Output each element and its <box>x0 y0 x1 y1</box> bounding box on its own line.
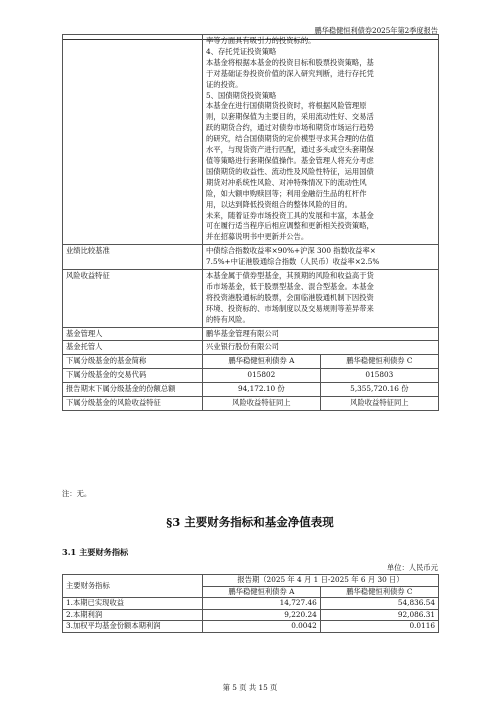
row-label: 下属分级基金的风险收益特征 <box>63 397 203 411</box>
row-value <box>203 327 439 341</box>
header-indicator: 主要财务指标 <box>63 575 203 598</box>
row-label: 业绩比较基准 <box>63 245 203 270</box>
table-row <box>63 598 439 610</box>
row-value <box>203 341 439 355</box>
text-line: 的特有风险。 <box>206 314 250 324</box>
table-row <box>63 341 439 355</box>
row-value <box>203 35 439 245</box>
text-line: 环境、投资标的、市场制度以及交易规则等差异带来 <box>206 303 374 313</box>
share-a-value: 14,727.46 <box>203 598 321 610</box>
text-line: 值等策略进行套期保值操作。基金管理人将充分考虑 <box>206 155 374 165</box>
table-row <box>63 245 439 270</box>
share-a-value: 9,220.24 <box>203 609 321 621</box>
share-c-value: 风险收益特征同上 <box>320 397 438 411</box>
text-line: 5、国债期货投资策略 <box>206 90 277 100</box>
row-label: 风险收益特征 <box>63 270 203 328</box>
text-line: 跃的期货合约，通过对债券市场和期货市场运行趋势 <box>206 123 374 133</box>
page-footer: 第 5 页 共 15 页 <box>222 683 278 692</box>
indicator-name: 2.本期利润 <box>63 609 203 621</box>
text-line: 本基金属于债券型基金，其预期的风险和收益高于货 <box>206 271 374 281</box>
share-a-value: 94,172.10 份 <box>203 383 321 397</box>
table-row <box>63 270 439 328</box>
header-share-a: 鹏华稳健恒利债券 A <box>203 586 321 598</box>
indicator-name: 1.本期已实现收益 <box>63 598 203 610</box>
table-row <box>63 397 439 411</box>
text-line: 的研究，结合国债期货的定价模型寻求其合理的估值 <box>206 134 374 144</box>
share-c-value: 鹏华稳健恒利债券 C <box>320 355 438 369</box>
page-header: 鹏华稳健恒利债券2025年第2季度报告 <box>62 26 438 40</box>
text-line: 4、存托凭证投资策略 <box>206 46 277 56</box>
text-line: 7.5%+中证港股通综合指数（人民币）收益率×2.5% <box>206 257 380 267</box>
text-line: 率等方面具有吸引力的投资标的。 <box>206 36 316 45</box>
fund-overview-table <box>62 34 439 411</box>
text-line: 将投资港股通标的股票，会面临港股通机制下因投资 <box>206 292 374 302</box>
row-label: 下属分级基金的交易代码 <box>63 369 203 383</box>
table-row <box>63 383 439 397</box>
row-label: 下属分级基金的基金简称 <box>63 355 203 369</box>
table-row <box>63 609 439 621</box>
text-line: 则，以套期保值为主要目的，采用流动性好、交易活 <box>206 112 374 122</box>
financial-indicators-table <box>62 574 439 633</box>
text-line: 本基金将根据本基金的投资目标和股票投资策略，基 <box>206 57 374 67</box>
share-c-value: 015803 <box>320 369 438 383</box>
indicator-name: 3.加权平均基金份额本期利润 <box>63 621 203 633</box>
text-line: 币市场基金，低于股票型基金、混合型基金。本基金 <box>206 281 374 291</box>
text-line: 本基金在进行国债期货投资时，将根据风险管理原 <box>206 101 367 111</box>
share-a-value: 0.0042 <box>203 621 321 633</box>
text-line: 国债期货的收益性、流动性及风险性特征，运用国债 <box>206 166 374 176</box>
table-row <box>63 355 439 369</box>
row-value <box>203 245 439 270</box>
text-line: 证的投资。 <box>206 79 243 89</box>
share-a-value: 015802 <box>203 369 321 383</box>
table-row <box>63 35 439 245</box>
text-line: 可在履行适当程序后相应调整和更新相关投资策略， <box>206 221 374 231</box>
row-label: 基金管理人 <box>63 327 203 341</box>
text-line: 兴业银行股份有限公司 <box>206 342 279 352</box>
row-label: 基金托管人 <box>63 341 203 355</box>
share-c-value: 92,086.31 <box>320 609 438 621</box>
header-period: 报告期（2025 年 4 月 1 日-2025 年 6 月 30 日） <box>203 575 439 587</box>
text-line: 险，如大额申购赎回等；利用金融衍生品的杠杆作 <box>206 188 367 198</box>
subsection-3-1-title: 3.1 主要财务指标 <box>62 547 129 557</box>
section-3-title: §3 主要财务指标和基金净值表现 <box>166 515 334 529</box>
share-c-value: 54,836.54 <box>320 598 438 610</box>
row-label: 报告期末下属分级基金的份额总额 <box>63 383 203 397</box>
row-value <box>203 270 439 328</box>
text-line: 用，以达到降低投资组合的整体风险的目的。 <box>206 199 352 209</box>
header-share-c: 鹏华稳健恒利债券 C <box>320 586 438 598</box>
text-line: 期货对冲系统性风险、对冲特殊情况下的流动性风 <box>206 177 367 187</box>
share-a-value: 风险收益特征同上 <box>203 397 321 411</box>
table-note: 注：无。 <box>62 489 92 498</box>
text-line: 并在招募说明书中更新并公告。 <box>206 232 309 242</box>
table-row <box>63 621 439 633</box>
share-c-value: 0.0116 <box>320 621 438 633</box>
table-header-row <box>63 575 439 587</box>
table-row <box>63 327 439 341</box>
text-line: 未来，随着证券市场投资工具的发展和丰富，本基金 <box>206 210 374 220</box>
text-line: 水平，与现货资产进行匹配，通过多头或空头套期保 <box>206 145 374 155</box>
row-label <box>63 35 203 245</box>
currency-unit: 单位：人民币元 <box>386 563 438 572</box>
text-line: 鹏华基金管理有限公司 <box>206 328 279 338</box>
text-line: 于对基础证券投资价值的深入研究判断，进行存托凭 <box>206 68 374 78</box>
share-a-value: 鹏华稳健恒利债券 A <box>203 355 321 369</box>
share-c-value: 5,355,720.16 份 <box>320 383 438 397</box>
table-row <box>63 369 439 383</box>
text-line: 中债综合指数收益率×90%+沪深 300 指数收益率× <box>206 246 376 256</box>
